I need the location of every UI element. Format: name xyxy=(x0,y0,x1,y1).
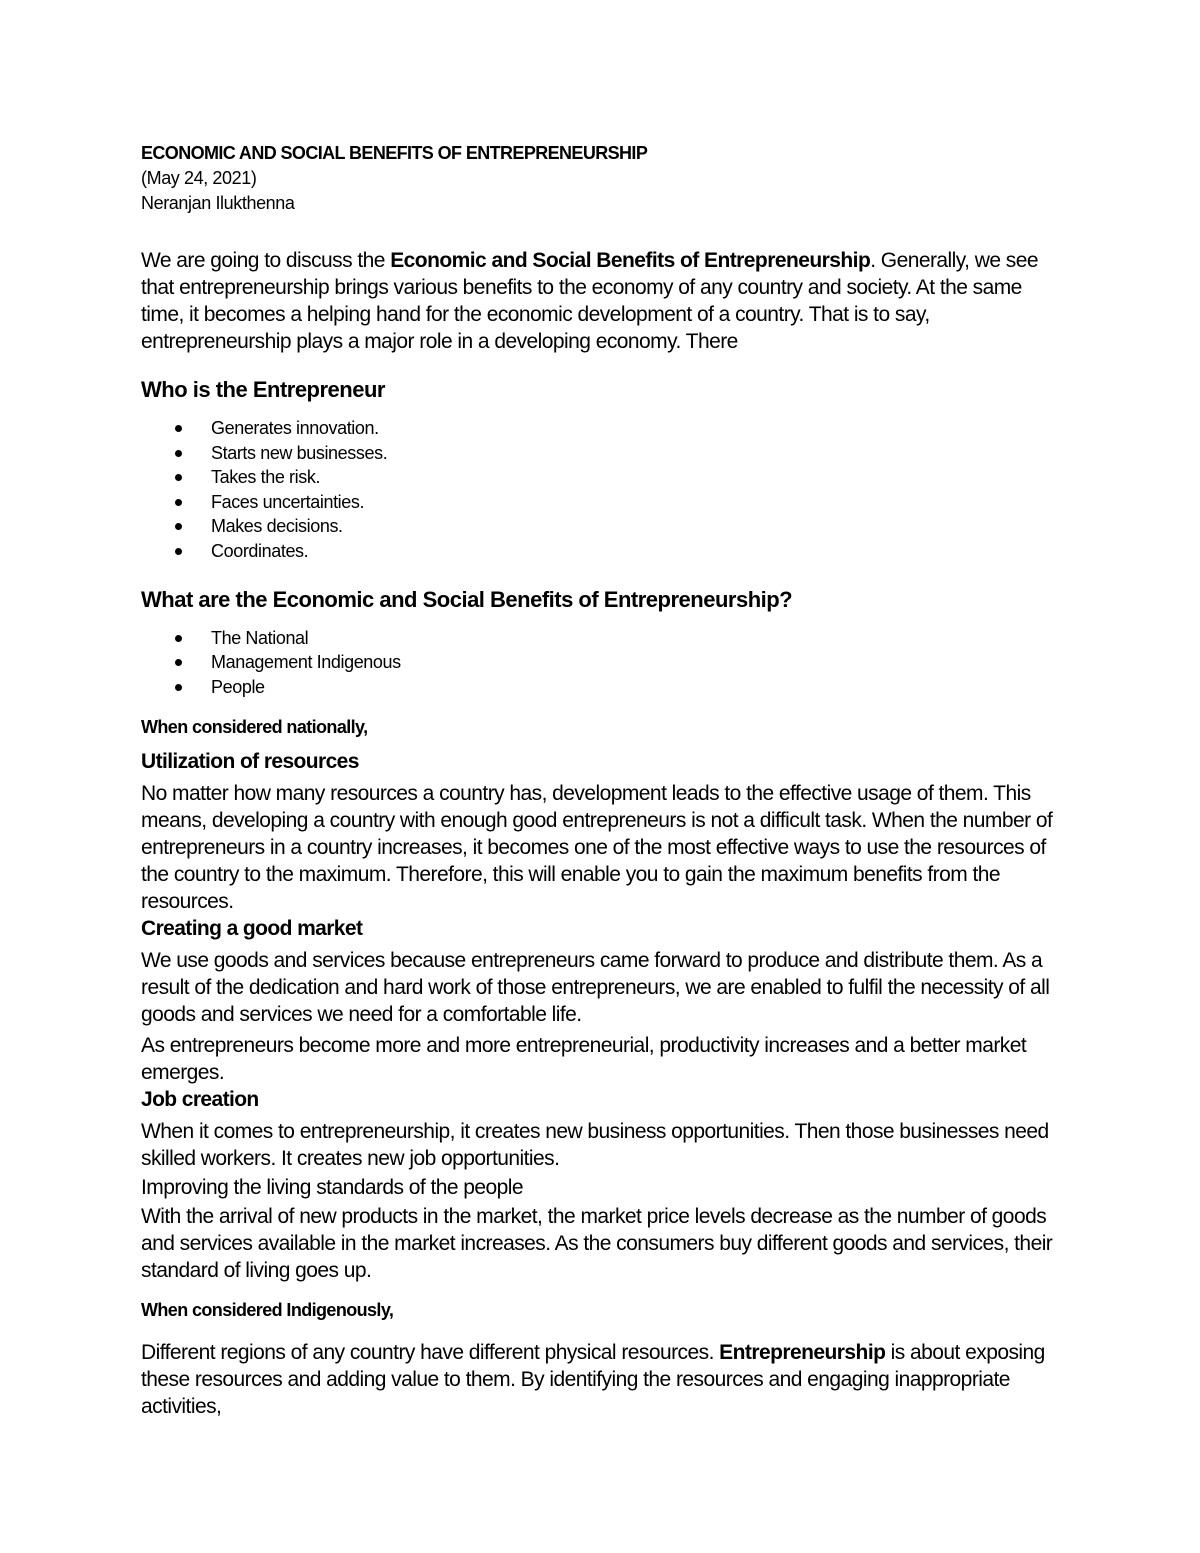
entrepreneur-heading: Who is the Entrepreneur xyxy=(141,377,385,402)
list-item xyxy=(141,539,1061,564)
intro-paragraph xyxy=(141,247,1061,355)
bullet-icon xyxy=(175,499,182,506)
bullet-icon xyxy=(175,548,182,555)
intro-text-start: We are going to discuss the xyxy=(141,249,391,272)
market-heading: Creating a good market xyxy=(141,917,363,941)
intro-bold-phrase: Economic and Social Benefits of Entrepreneurship xyxy=(390,249,871,272)
bullet-icon xyxy=(175,450,182,457)
list-item xyxy=(141,490,1061,515)
bullet-icon xyxy=(175,684,182,691)
list-item-text: Makes decisions. xyxy=(211,516,343,537)
document-title: ECONOMIC AND SOCIAL BENEFITS OF ENTREPRENEURSHIP xyxy=(141,143,648,163)
bullet-icon xyxy=(175,659,182,666)
list-item xyxy=(141,650,1061,675)
document-page xyxy=(141,140,1061,1420)
living-standards-paragraph: With the arrival of new products in the market, the market price levels decrease as the number of goods and services available in the market increases. As the consumers buy different goods and services, their standard of living goes up. xyxy=(141,1205,1053,1283)
benefits-heading: What are the Economic and Social Benefits of Entrepreneurship? xyxy=(141,586,793,612)
utilization-paragraph: No matter how many resources a country has, development leads to the effective usage of them. This means, developing a country with enough good entrepreneurs is not a difficult task. When the number of entrepreneurs in a country increases, it becomes one of the most effective ways to use the resources of the country to the maximum. Therefore, this will enable you to gain the maximum benefits from the resources. xyxy=(141,782,1053,914)
document-author: Neranjan Ilukthenna xyxy=(141,193,295,213)
market-paragraph-2: As entrepreneurs become more and more entrepreneurial, productivity increases and a better market emerges. xyxy=(141,1034,1027,1085)
list-item xyxy=(141,441,1061,466)
intro-text-end: . Generally, we see that entrepreneurship brings various benefits to the economy of any country and society. At the same time, it becomes a helping hand for the economic development of a country. That is to say, entrepreneurship plays a major role in a developing economy. There xyxy=(141,249,1038,353)
utilization-heading: Utilization of resources xyxy=(141,750,359,774)
indigenous-text-end: is about exposing these resources and adding value to them. By identifying the resources and engaging inappropriate activities, xyxy=(141,1341,1045,1419)
list-item-text: Generates innovation. xyxy=(211,418,379,438)
entrepreneur-list xyxy=(141,416,1061,564)
market-paragraph-1: We use goods and services because entrepreneurs came forward to produce and distribute them. As a result of the dedication and hard work of those entrepreneurs, we are enabled to fulfil the necessity of all goods and services we need for a comfortable life. xyxy=(141,949,1050,1027)
indigenous-paragraph xyxy=(141,1339,1061,1420)
list-item xyxy=(141,675,1061,700)
list-item-text: Takes the risk. xyxy=(211,467,321,488)
list-item-text: Coordinates. xyxy=(211,540,309,561)
benefits-list xyxy=(141,626,1061,700)
job-paragraph: When it comes to entrepreneurship, it creates new business opportunities. Then those businesses need skilled workers. It creates new job opportunities. xyxy=(141,1120,1049,1171)
job-heading: Job creation xyxy=(141,1088,259,1112)
list-item-text: Starts new businesses. xyxy=(211,442,388,463)
list-item-text: Faces uncertainties. xyxy=(211,491,365,512)
list-item xyxy=(141,514,1061,539)
list-item xyxy=(141,626,1061,651)
indigenous-label: When considered Indigenously, xyxy=(141,1300,394,1321)
list-item xyxy=(141,416,1061,441)
list-item-text: People xyxy=(211,676,265,697)
list-item-text: Management Indigenous xyxy=(211,652,401,673)
bullet-icon xyxy=(175,635,182,642)
bullet-icon xyxy=(175,523,182,530)
living-standards-heading: Improving the living standards of the people xyxy=(141,1176,524,1200)
bullet-icon xyxy=(175,425,182,432)
list-item-text: The National xyxy=(211,627,309,648)
national-label: When considered nationally, xyxy=(141,717,368,738)
indigenous-bold-word: Entrepreneurship xyxy=(719,1341,886,1365)
list-item xyxy=(141,465,1061,490)
bullet-icon xyxy=(175,474,182,481)
document-date: (May 24, 2021) xyxy=(141,168,257,188)
indigenous-text-start: Different regions of any country have different physical resources. xyxy=(141,1341,720,1365)
